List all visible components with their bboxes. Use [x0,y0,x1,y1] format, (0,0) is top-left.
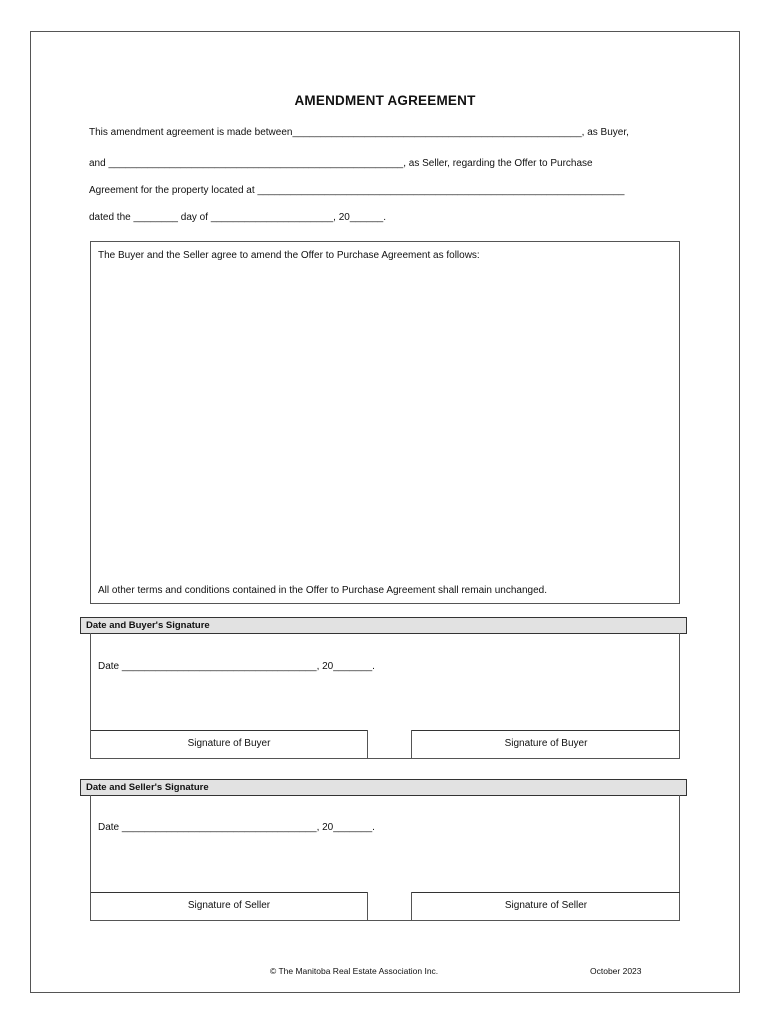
intro-line-1-right: , as Buyer, [581,127,629,138]
seller-name-field[interactable]: _____________________________________________________ [108,158,404,169]
buyer-signature-line-2[interactable] [412,730,680,731]
buyer-date-field[interactable]: ___________________________________ [121,661,317,672]
seller-signature-line-2[interactable] [412,892,680,893]
amendment-closing-text: All other terms and conditions contained in the Offer to Purchase Agreement shall remain unchanged. [98,585,547,596]
buyer-signature-label-2: Signature of Buyer [504,738,588,749]
intro-line-4-left: dated the [89,212,131,223]
year-field[interactable]: , 20______. [333,212,386,223]
seller-signature-label-1: Signature of Seller [187,900,271,911]
property-address-field[interactable]: __________________________________________________________________ [257,185,625,196]
buyer-section-header: Date and Buyer's Signature [80,617,687,634]
seller-date-year-field[interactable]: , 20_______. [316,822,375,833]
buyer-signature-label-1: Signature of Buyer [187,738,271,749]
footer-copyright: © The Manitoba Real Estate Association Inc. [270,966,439,976]
intro-line-2-right: , as Seller, regarding the Offer to Purchase [403,158,593,169]
amendment-box[interactable] [90,241,680,604]
amendment-intro-text: The Buyer and the Seller agree to amend the Offer to Purchase Agreement as follows: [98,250,480,261]
day-field[interactable]: ________ [133,212,178,223]
seller-sig-divider-left [367,892,368,921]
buyer-sig-divider-left [367,730,368,759]
intro-line-1 [89,127,629,138]
seller-date-label: Date [98,822,120,833]
intro-line-1-left: This amendment agreement is made between [89,127,293,138]
intro-line-2-left: and [89,158,106,169]
seller-section-header: Date and Seller's Signature [80,779,687,796]
intro-line-4-mid: day of [180,212,209,223]
intro-line-3-left: Agreement for the property located at [89,185,255,196]
seller-date-field[interactable]: ___________________________________ [121,822,317,833]
month-field[interactable]: ______________________ [210,212,334,223]
buyer-signature-line-1[interactable] [91,730,367,731]
buyer-name-field[interactable]: ____________________________________________________ [292,127,582,138]
buyer-date-year-field[interactable]: , 20_______. [316,661,375,672]
footer-date: October 2023 [590,966,642,976]
intro-line-3 [89,185,625,196]
seller-signature-label-2: Signature of Seller [504,900,588,911]
seller-date-line [98,822,375,833]
document-title: AMENDMENT AGREEMENT [294,93,476,108]
buyer-date-line [98,661,375,672]
seller-signature-line-1[interactable] [91,892,367,893]
intro-line-2 [89,158,593,169]
intro-line-4 [89,212,386,223]
buyer-date-label: Date [98,661,120,672]
